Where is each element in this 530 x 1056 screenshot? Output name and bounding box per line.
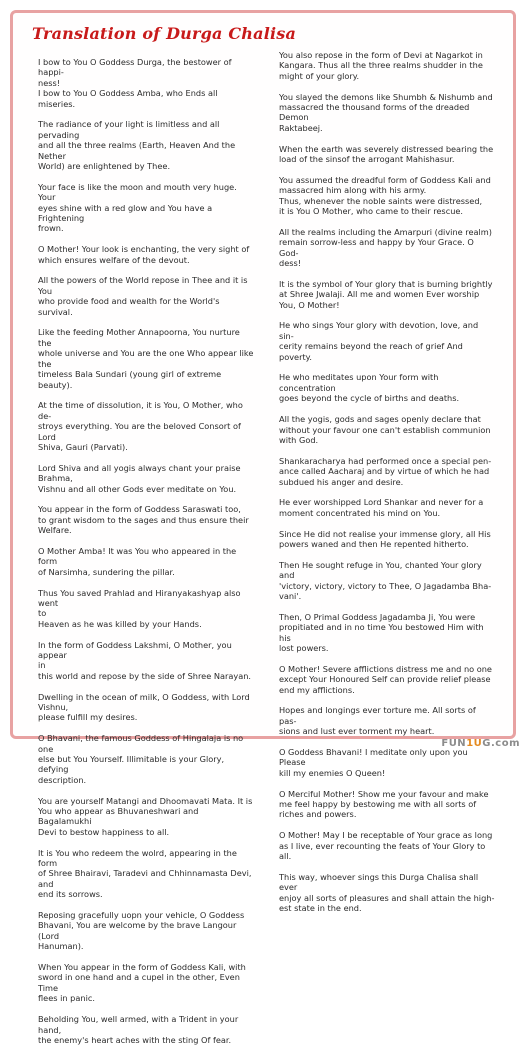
verse-paragraph: He who sings Your glory with devotion, love, and sin- cerity remains beyond the reach of grief And poverty. — [279, 320, 479, 362]
page-title: Translation of Durga Chalisa — [32, 24, 297, 43]
verse-paragraph: Thus You saved Prahlad and Hiranyakashyap also went to Heaven as he was killed by your Hands. — [38, 587, 241, 629]
watermark-logo — [441, 738, 520, 749]
verse-paragraph: Beholding You, well armed, with a Trident in your hand, the enemy's heart aches with the sting Of fear. — [38, 1014, 239, 1045]
verse-paragraph: It is You who redeem the wolrd, appearing in the form of Shree Bhairavi, Taradevi and Chhinnamasta Devi, and end its sorrows. — [38, 847, 252, 900]
verse-paragraph: The radiance of your light is limitless and all pervading and all the three realms (Earth, Heaven And the Nether World) are enlightened by Thee. — [38, 119, 236, 172]
left-column — [38, 57, 254, 1056]
verse-paragraph: All the realms including the Amarpuri (divine realm) remain sorrow-less and happy by Your Grace. O God- dess! — [279, 226, 492, 269]
verse-paragraph: It is the symbol of Your glory that is burning brightly at Shree Jwalaji. All me and women Ever worship You, O Mother! — [279, 278, 493, 310]
verse-paragraph: O Goddess Bhavani! I meditate only upon you Please kill my enemies O Queen! — [279, 746, 468, 778]
verse-paragraph: In the form of Goddess Lakshmi, O Mother, you appear in this world and repose by the side of Shree Narayan. — [38, 639, 252, 681]
watermark-suffix: G.com — [482, 738, 520, 749]
watermark-accent: 1U — [466, 738, 483, 749]
verse-paragraph: O Mother! Severe afflictions distress me and no one except Your Honoured Self can provide relief please end my afflictions. — [279, 663, 492, 695]
verse-paragraph: This way, whoever sings this Durga Chalisa shall ever enjoy all sorts of pleasures and shall attain the high- est state in the end. — [279, 871, 495, 914]
verse-paragraph: You slayed the demons like Shumbh & Nishumb and massacred the thousand forms of the dreaded Demon Raktabeej. — [279, 91, 493, 133]
verse-paragraph: Hopes and longings ever torture me. All sorts of pas- sions and lust ever torment my heart. — [279, 705, 476, 737]
verse-paragraph: Like the feeding Mother Annapoorna, You nurture the whole universe and You are the one Who appear like the timeless Bala Sundari (young girl of extreme beauty). — [38, 327, 254, 390]
verse-paragraph: O Mother! Your look is enchanting, the very sight of which ensures welfare of the devout. — [38, 244, 250, 265]
verse-paragraph: O Mother! May I be receptable of Your grace as long as I live, ever recounting the feats of Your Glory to all. — [279, 830, 493, 861]
verse-paragraph: Reposing gracefully uopn your vehicle, O Goddess Bhavani, You are welcome by the brave Langour (Lord Hanuman). — [38, 910, 245, 952]
right-column — [279, 50, 495, 924]
verse-paragraph: You are yourself Matangi and Dhoomavati Mata. It is You who appear as Bhuvaneshwari and Bagalamukhi Devi to bestow happiness to all. — [38, 795, 253, 837]
verse-paragraph: Since He did not realise your immense glory, all His powers waned and then He repented hitherto. — [279, 528, 491, 549]
verse-paragraph: He who meditates upon Your form with concentration goes beyond the cycle of births and deaths. — [279, 372, 460, 404]
verse-paragraph: You assumed the dreadful form of Goddess Kali and massacred him along with his army. Thus, whenever the noble saints were distressed, it is You O Mother, who came to their rescue. — [279, 174, 491, 217]
verse-paragraph: When You appear in the form of Goddess Kali, with sword in one hand and a cupel in the other, Even Time flees in panic. — [38, 962, 246, 1004]
verse-paragraph: He ever worshipped Lord Shankar and never for a moment concentrated his mind on You. — [279, 497, 484, 518]
verse-paragraph: O Mother Amba! It was You who appeared in the form of Narsimha, sundering the pillar. — [38, 545, 237, 577]
verse-paragraph: O Bhavani, the famous Goddess of Hingalaja is no one else but You Yourself. Illimitable is your Glory, defying description. — [38, 733, 244, 785]
verse-paragraph: Lord Shiva and all yogis always chant your praise Brahma, Vishnu and all other Gods ever meditate on You. — [38, 462, 241, 494]
verse-paragraph: At the time of dissolution, it is You, O Mother, who de- stroys everything. You are the beloved Consort of Lord Shiva, Gauri (Parvati). — [38, 400, 243, 452]
watermark-prefix: FUN — [441, 738, 467, 749]
verse-paragraph: O Merciful Mother! Show me your favour and make me feel happy by bestowing me with all sorts of riches and powers. — [279, 788, 489, 820]
verse-paragraph: Then He sought refuge in You, chanted Your glory and 'victory, victory, victory to Thee, O Jagadamba Bha- vani'. — [279, 559, 492, 601]
verse-paragraph: Dwelling in the ocean of milk, O Goddess, with Lord Vishnu, please fulfill my desires. — [38, 691, 250, 723]
verse-paragraph: Then, O Primal Goddess Jagadamba Ji, You were propitiated and in no time You bestowed Him with his lost powers. — [279, 611, 484, 653]
verse-paragraph: Your face is like the moon and mouth very huge. Your eyes shine with a red glow and You have a Frightening frown. — [38, 181, 237, 234]
verse-paragraph: You also repose in the form of Devi at Nagarkot in Kangara. Thus all the three realms shudder in the might of your glory. — [279, 50, 483, 81]
verse-paragraph: All the yogis, gods and sages openly declare that without your favour one can't establish communion with God. — [279, 414, 491, 445]
verse-paragraph: When the earth was severely distressed bearing the load of the sinsof the arrogant Mahishasur. — [279, 143, 494, 165]
verse-paragraph: I bow to You O Goddess Durga, the bestower of happi- ness! I bow to You O Goddess Amba, who Ends all miseries. — [38, 57, 232, 109]
verse-paragraph: Shankaracharya had performed once a special pen- ance called Aacharaj and by virtue of which he had subdued his anger and desire. — [279, 455, 492, 487]
verse-paragraph: All the powers of the World repose in Thee and it is You who provide food and wealth for the World's survival. — [38, 275, 248, 317]
verse-paragraph: You appear in the form of Goddess Saraswati too, to grant wisdom to the sages and thus ensure their Welfare. — [38, 504, 249, 536]
